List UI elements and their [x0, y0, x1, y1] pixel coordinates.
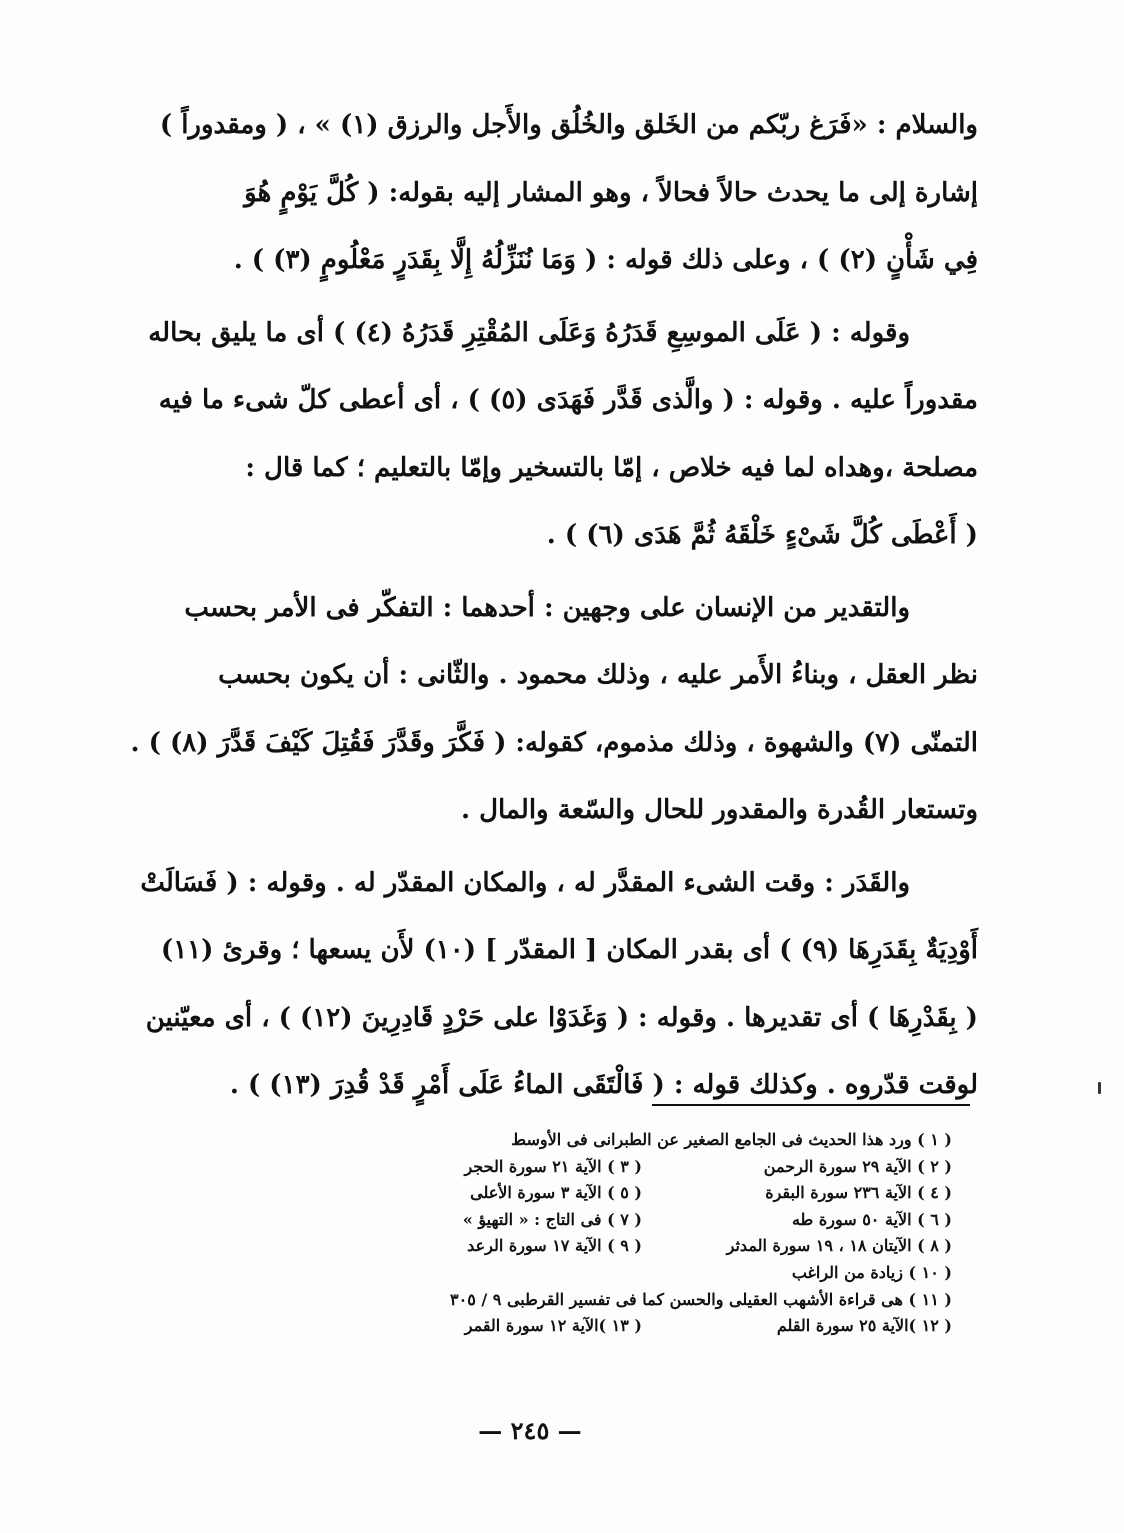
- text-line: والتقدير من الإنسان على وجهين : أحدهما : التفكّر فى الأمر بحسب: [184, 592, 910, 623]
- footnote-7: ( ٧ ) فى التاج : « التهيؤ »: [462, 1209, 642, 1229]
- footnote-4: ( ٤ ) الآية ٢٣٦ سورة البقرة: [765, 1183, 952, 1203]
- text-line: مصلحة ،وهداه لما فيه خلاص ، إمّا بالتسخير وإمّا بالتعليم ؛ كما قال :: [245, 452, 978, 483]
- text-line: التمنّى (٧) والشهوة ، وذلك مذموم، كقوله: ( فَكَّرَ وقَدَّرَ فَقُتِلَ كَيْفَ قَدَّرَ (٨) ) .: [130, 727, 978, 758]
- text-line: أَوْدِيَةٌ بِقَدَرِهَا (٩) ) أى بقدر المكان [ المقدّر ] (١٠) لأَن يسعها ؛ وقرئ (١١): [160, 935, 978, 965]
- text-line: نظر العقل ، وبناءُ الأَمر عليه ، وذلك محمود . والثّانى : أن يكون بحسب: [218, 660, 978, 690]
- footnote-5: ( ٥ ) الآية ٣ سورة الأعلى: [470, 1183, 642, 1203]
- footnote-row: [352, 1180, 952, 1207]
- text-line: فِي شَأْنٍ (٢) ) ، وعلى ذلك قوله : ( وَمَا نُنَزِّلُهُ إِلَّا بِقَدَرٍ مَعْلُومٍ (٣) ) .: [233, 245, 978, 275]
- footnote-row: [352, 1260, 952, 1287]
- text-line: مقدوراً عليه . وقوله : ( والَّذى قَدَّر فَهَدَى (٥) ) ، أى أعطى كلّ شىء ما فيه: [158, 385, 978, 415]
- paragraph-4: [100, 850, 978, 1120]
- text-line: ( أَعْطَى كُلَّ شَىْءٍ خَلْقَهُ ثُمَّ هَدَى (٦) ) .: [546, 520, 978, 550]
- footnote-3: ( ٣ ) الآية ٢١ سورة الحجر: [464, 1156, 642, 1176]
- footnote-row: [352, 1287, 952, 1314]
- footnote-12: ( ١٢ )الآية ٢٥ سورة القلم: [776, 1316, 952, 1336]
- footnote-row: [352, 1154, 952, 1181]
- text-line: ( بِقَدْرِهَا ) أى تقديرها . وقوله : ( وَغَدَوْا على حَرْدٍ قَادِرِينَ (١٢) ) ، أى معيّنين: [145, 1002, 978, 1033]
- text-line: إشارة إلى ما يحدث حالاً فحالاً ، وهو المشار إليه بقوله: ( كُلَّ يَوْمٍ هُوَ: [244, 177, 978, 208]
- footnote-row: [352, 1313, 952, 1340]
- footnote-11: ( ١١ ) هى قراءة الأشهب العقيلى والحسن كما فى تفسير القرطبى ٩ / ٣٠٥: [450, 1289, 952, 1309]
- text-line: وقوله : ( عَلَى الموسِعِ قَدَرُهُ وَعَلَى المُقْتِرِ قَدَرُهُ (٤) ) أى ما يليق بحاله: [148, 317, 910, 348]
- footnote-13: ( ١٣ )الآية ١٢ سورة القمر: [464, 1316, 642, 1336]
- text-line: والقَدَر : وقت الشىء المقدَّر له ، والمكان المقدّر له . وقوله : ( فَسَالَتْ: [140, 867, 910, 898]
- footnote-row: [352, 1233, 952, 1260]
- footnote-10: ( ١٠ ) زيادة من الراغب: [791, 1262, 952, 1282]
- footnotes: [352, 1127, 952, 1340]
- footnote-6: ( ٦ ) الآية ٥٠ سورة طه: [791, 1209, 952, 1229]
- footnote-9: ( ٩ ) الآية ١٧ سورة الرعد: [467, 1236, 642, 1256]
- paragraph-2: [100, 300, 978, 570]
- page-number: — ٢٤٥ —: [478, 1416, 582, 1445]
- footnote-2: ( ٢ ) الآية ٢٩ سورة الرحمن: [763, 1156, 952, 1176]
- paragraph-3: [100, 575, 978, 845]
- scan-mark: [1098, 1082, 1101, 1094]
- footnote-row: [352, 1127, 952, 1154]
- footnote-1: ( ١ ) ورد هذا الحديث فى الجامع الصغير عن الطبرانى فى الأوسط: [511, 1130, 952, 1149]
- main-text: [100, 92, 978, 1120]
- paragraph-1: [100, 92, 978, 295]
- text-line: وتستعار القُدرة والمقدور للحال والسّعة والمال .: [460, 795, 978, 825]
- footnote-8: ( ٨ ) الآيتان ١٨ ، ١٩ سورة المدثر: [726, 1236, 952, 1256]
- text-line: والسلام : «فَرَغ ربّكم من الخَلق والخُلُق والأَجل والرزق (١) » ، ( ومقدوراً ): [159, 110, 978, 140]
- footnote-row: [352, 1207, 952, 1234]
- footnote-divider: [652, 1104, 970, 1106]
- text-line: لوقت قدّروه . وكذلك قوله : ( فَالْتَقَى الماءُ عَلَى أَمْرٍ قَدْ قُدِرَ (١٣) ) .: [229, 1070, 978, 1100]
